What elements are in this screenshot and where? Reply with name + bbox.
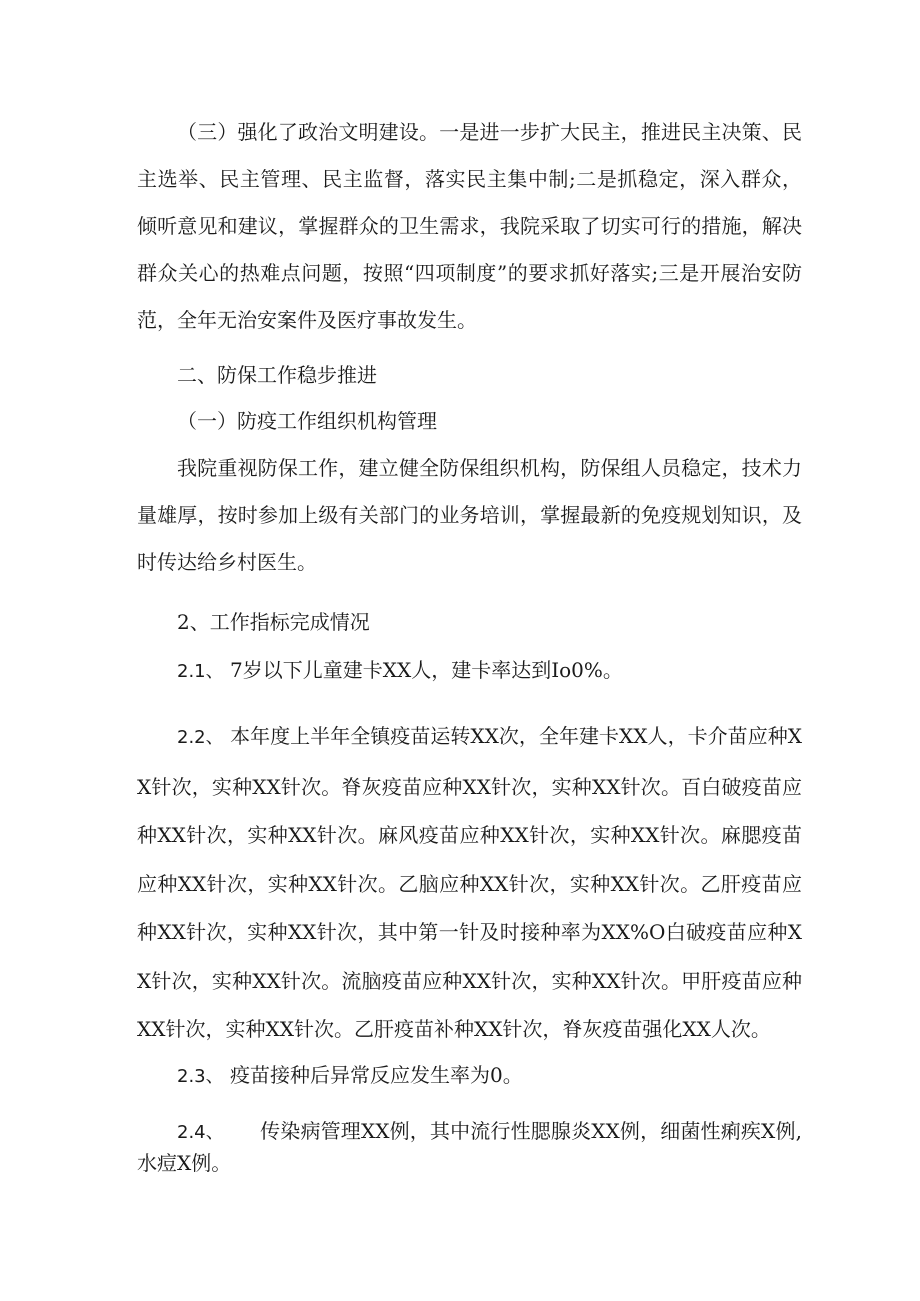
subsection-heading-organization: （一）防疫工作组织机构管理 (177, 409, 437, 433)
section-heading-epidemic-prevention: 二、防保工作稳步推进 (177, 363, 377, 387)
item-number: 2.1、 (177, 661, 224, 682)
list-item-2-1 (177, 647, 797, 695)
item-text: 疫苗接种后异常反应发生率为0。 (230, 1063, 523, 1087)
paragraph-organization: 我院重视防保工作，建立健全防保组织机构，防保组人员稳定，技术力量雄厚，按时参加上级有关部门的业务培训，掌握最新的免疫规划知识，及时传达给乡村医生。 (137, 456, 802, 574)
item-text: 7岁以下儿童建卡XX人，建卡率达到Io0%。 (230, 658, 623, 682)
subsection-heading-indicators: 2、工作指标完成情况 (177, 610, 370, 634)
paragraph-political-civilization: （三）强化了政治文明建设。一是进一步扩大民主，推进民主决策、民主选举、民主管理、民主监督，落实民主集中制;二是抓稳定，深入群众，倾听意见和建议，掌握群众的卫生需求，我院采取了切实可行的措施，解决群众关心的热难点问题，按照“四项制度”的要求抓好落实;三是开展治安防范，全年无治安案件及医疗事故发生。 (137, 120, 802, 332)
list-item-2-4 (137, 1116, 802, 1178)
item-number: 2.3、 (177, 1066, 224, 1087)
list-item-2-2 (137, 712, 802, 1054)
item-text: 传染病管理XX例，其中流行性腮腺炎XX例，细菌性痢疾X例,水痘X例。 (137, 1119, 802, 1175)
item-number: 2.4、 (177, 1122, 224, 1143)
item-number: 2.2、 (177, 727, 224, 748)
list-item-2-3 (177, 1052, 797, 1100)
item-text: 本年度上半年全镇疫苗运转XX次，全年建卡XX人，卡介苗应种XX针次，实种XX针次。脊灰疫苗应种XX针次，实种XX针次。百白破疫苗应种XX针次，实种XX针次。麻风疫苗应种XX针次，实种XX针次。麻腮疫苗应种XX针次，实种XX针次。乙脑应种XX针次，实种XX针次。乙肝疫苗应种XX针次，实种XX针次，其中第一针及时接种率为XX%O白破疫苗应种XX针次，实种XX针次。流脑疫苗应种XX针次，实种XX针次。甲肝疫苗应种XX针次，实种XX针次。乙肝疫苗补种XX针次，脊灰疫苗强化XX人次。 (137, 724, 802, 1041)
